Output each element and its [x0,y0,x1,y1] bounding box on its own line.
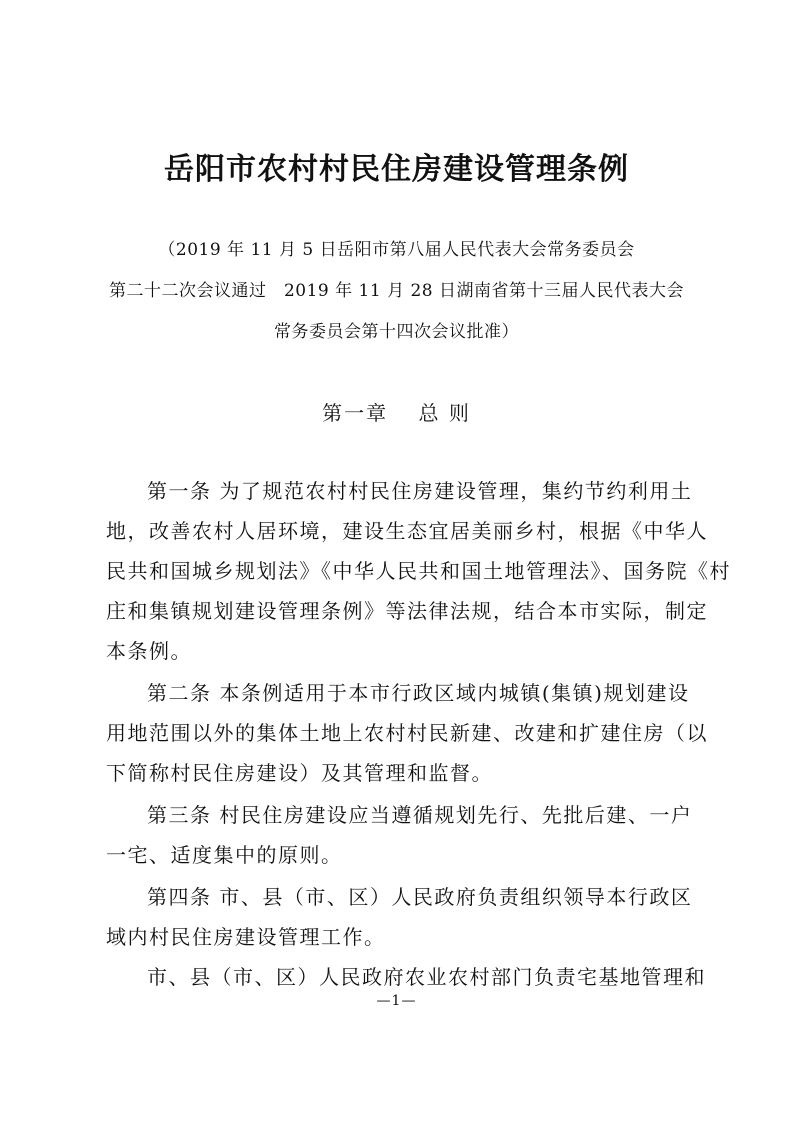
body-line: 用地范围以外的集体土地上农村村民新建、改建和扩建住房（以 [106,721,708,745]
body-line: 庄和集镇规划建设管理条例》等法律法规，结合本市实际，制定 [106,599,708,623]
page-number: —1— [376,993,417,1009]
body-line: 一宅、适度集中的原则。 [106,843,343,867]
body-line: 民共和国城乡规划法》《中华人民共和国土地管理法》、国务院《村 [106,559,731,583]
subtitle-line-3: 常务委员会第十四次会议批准） [274,322,519,342]
body-line: 第二条 本条例适用于本市行政区域内城镇(集镇)规划建设 [147,681,690,705]
body-line: 地，改善农村人居环境，建设生态宜居美丽乡村，根据《中华人 [106,519,708,543]
body-line: 下简称村民住房建设）及其管理和监督。 [106,761,493,785]
body-line: 第三条 村民住房建设应当遵循规划先行、先批后建、一户 [147,803,693,827]
body-line: 第四条 市、县（市、区）人民政府负责组织领导本行政区 [147,885,693,909]
body-line: 第一条 为了规范农村村民住房建设管理，集约节约利用土 [147,479,693,503]
body-line: 市、县（市、区）人民政府农业农村部门负责宅基地管理和 [147,965,706,989]
body-line: 本条例。 [106,639,192,663]
body-line: 域内村民住房建设管理工作。 [106,925,386,949]
chapter-heading: 第一章 总 则 [322,401,471,425]
subtitle-line-2: 第二十二次会议通过 2019 年 11 月 28 日湖南省第十三届人民代表大会 [108,281,685,301]
document-title: 岳阳市农村村民住房建设管理条例 [164,152,629,187]
subtitle-line-1: （2019 年 11 月 5 日岳阳市第八届人民代表大会常务委员会 [158,240,635,260]
